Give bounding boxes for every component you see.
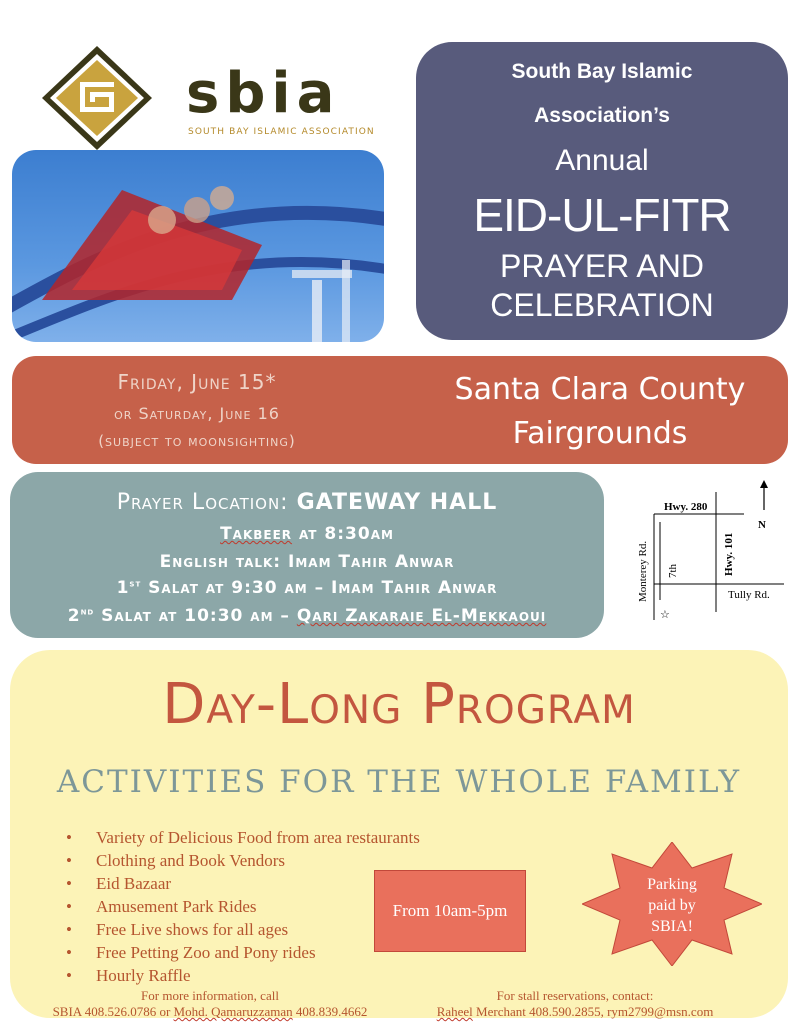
- parking-line3: SBIA!: [651, 918, 693, 935]
- prayer-schedule-box: [10, 472, 604, 638]
- event-title-box: [416, 42, 788, 340]
- info-contact-b: 408.839.4662: [292, 1004, 368, 1019]
- second-salat-sup: nd: [80, 606, 95, 618]
- venue-line2: Fairgrounds: [512, 416, 688, 451]
- takbeer-time: [10, 524, 604, 544]
- takbeer-rest: at 8:30am: [292, 524, 394, 544]
- date-primary: Friday, June 15*: [117, 370, 277, 394]
- list-item: • Hourly Raffle: [60, 964, 420, 987]
- event-subtitle-line1: PRAYER AND: [500, 248, 704, 284]
- list-item: • Amusement Park Rides: [60, 895, 420, 918]
- location-map: [624, 472, 796, 632]
- info-contact-line1: For more information, call: [141, 988, 279, 1003]
- info-contact-name: Mohd. Qamaruzzaman: [173, 1004, 293, 1019]
- map-label-280: Hwy. 280: [664, 501, 708, 513]
- sbia-logo-icon: [40, 44, 154, 152]
- info-contact-line2: [40, 1004, 380, 1020]
- activities-list: [60, 826, 420, 987]
- map-label-7th: 7th: [667, 563, 679, 578]
- program-subtitle: ACTIVITIES FOR THE WHOLE FAMILY: [56, 764, 742, 800]
- list-item: • Free Petting Zoo and Pony rides: [60, 941, 420, 964]
- prayer-location-value: GATEWAY HALL: [296, 490, 498, 515]
- first-salat-num: 1: [116, 578, 130, 598]
- logo-subtitle: SOUTH BAY ISLAMIC ASSOCIATION: [188, 127, 375, 137]
- second-salat: [10, 606, 604, 626]
- date-venue-band: [12, 356, 788, 464]
- date-note: (subject to moonsighting): [98, 432, 296, 450]
- org-name-line2: Association’s: [534, 104, 670, 127]
- event-subtitle-line2: CELEBRATION: [490, 287, 714, 323]
- stall-contact-line2: [420, 1004, 730, 1020]
- prayer-location-label: Prayer Location:: [116, 490, 297, 515]
- list-item: • Variety of Delicious Food from area restaurants: [60, 826, 420, 849]
- date-alternate: or Saturday, June 16: [114, 404, 280, 423]
- map-label-monterey: Monterey Rd.: [637, 540, 649, 602]
- hours-text: From 10am-5pm: [392, 901, 508, 920]
- second-salat-mid: Salat at 10:30 am –: [94, 606, 297, 626]
- map-label-tully: Tully Rd.: [728, 589, 770, 601]
- logo-wordmark: sbia: [186, 61, 341, 126]
- map-label-101: Hwy. 101: [723, 532, 735, 576]
- event-name: EID-UL-FITR: [473, 189, 731, 241]
- hours-box: [374, 870, 526, 952]
- stall-contact-rest: Merchant 408.590.2855, rym2799@msn.com: [472, 1004, 714, 1019]
- first-salat-sup: st: [129, 578, 142, 590]
- org-name-line1: South Bay Islamic: [511, 60, 693, 83]
- list-item: • Free Live shows for all ages: [60, 918, 420, 941]
- prayer-location: [10, 490, 604, 515]
- list-item: • Eid Bazaar: [60, 872, 420, 895]
- roller-coaster-photo: [12, 150, 384, 342]
- map-label-north: N: [758, 519, 766, 531]
- list-item: • Clothing and Book Vendors: [60, 849, 420, 872]
- stall-contact-name: Raheel: [436, 1004, 473, 1019]
- venue-star-icon: ☆: [660, 609, 670, 621]
- program-title: Day-Long Program: [162, 672, 636, 737]
- annual-label: Annual: [555, 144, 649, 177]
- venue-line1: Santa Clara County: [454, 372, 746, 407]
- second-salat-imam: Qari Zakaraie El-Mekkaoui: [296, 606, 547, 626]
- stall-contact-line1: For stall reservations, contact:: [496, 988, 654, 1003]
- parking-line2: paid by: [648, 897, 696, 914]
- first-salat-rest: Salat at 9:30 am – Imam Tahir Anwar: [141, 578, 498, 598]
- first-salat: [10, 578, 604, 598]
- parking-note: [612, 874, 732, 937]
- second-salat-num: 2: [67, 606, 81, 626]
- info-contact-a: SBIA 408.526.0786 or: [52, 1004, 174, 1019]
- english-talk: English talk: Imam Tahir Anwar: [159, 552, 455, 572]
- takbeer-word: Takbeer: [220, 524, 293, 544]
- parking-line1: Parking: [647, 876, 697, 893]
